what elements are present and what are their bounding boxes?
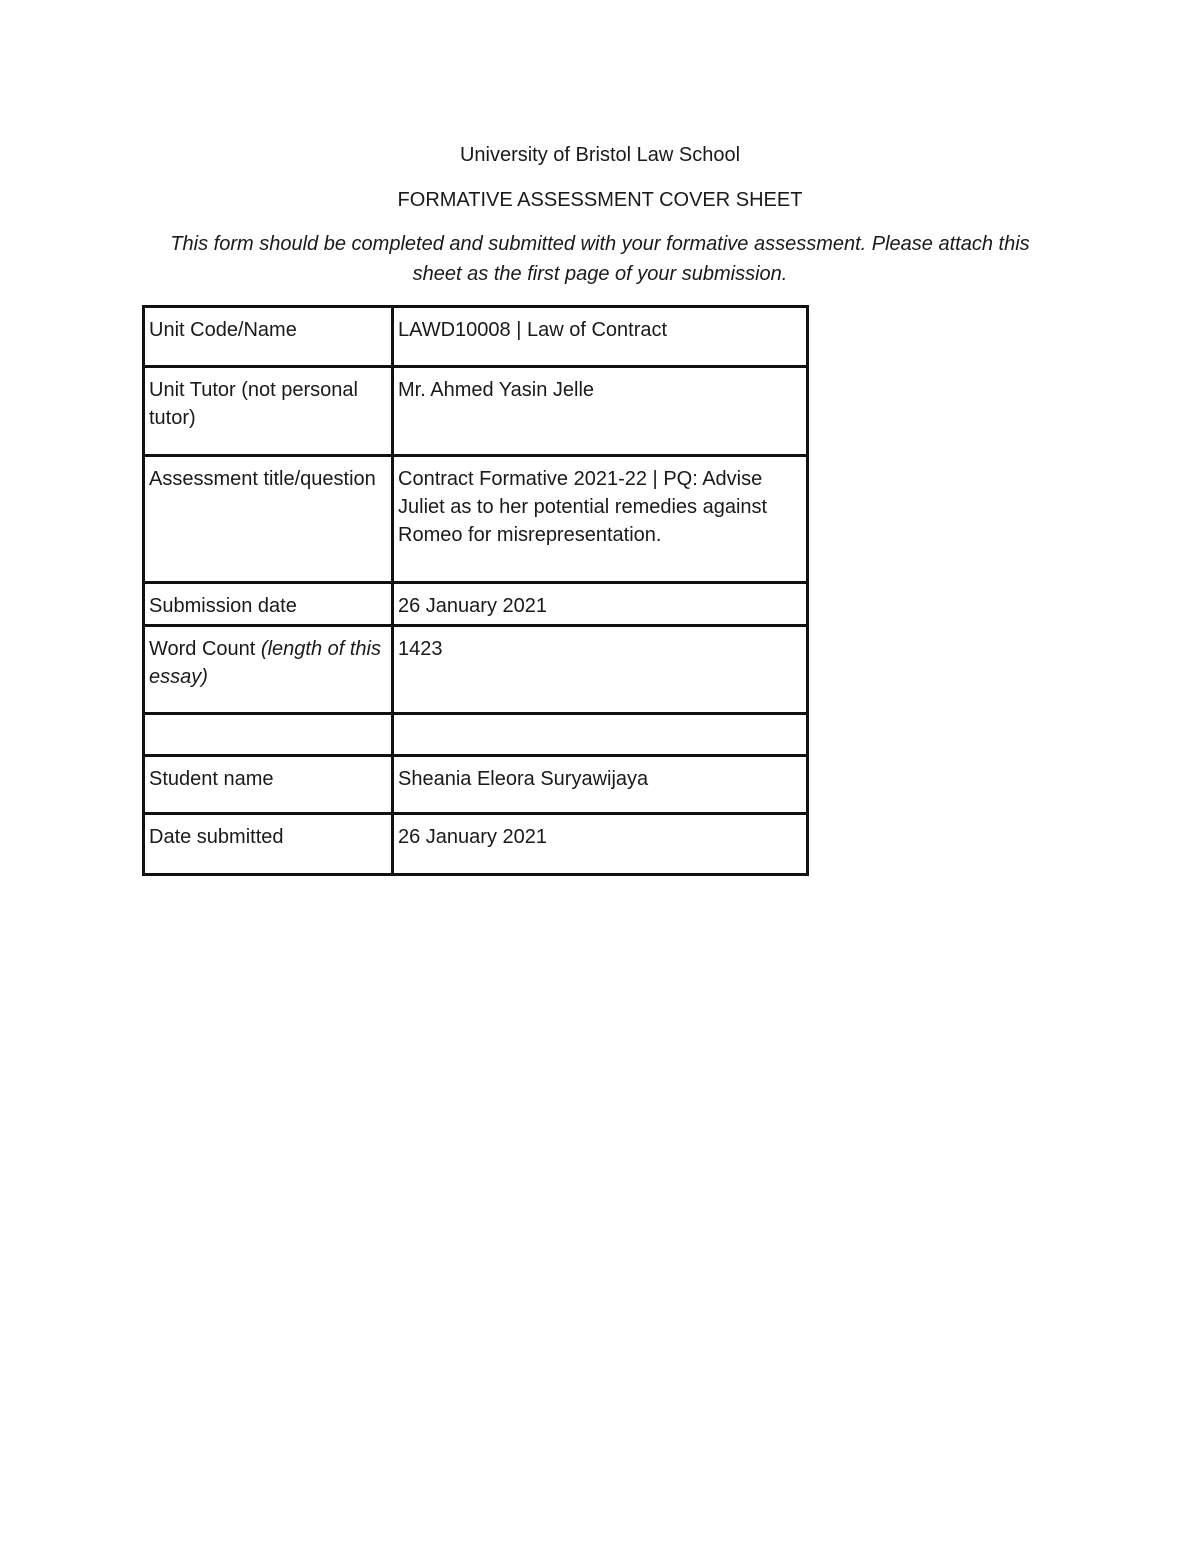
unit-tutor-label: Unit Tutor (not personal tutor) [144,367,393,456]
submission-date-label: Submission date [144,583,393,626]
cover-sheet-table [142,305,809,876]
date-submitted-value: 26 January 2021 [393,814,808,875]
instructions-text: This form should be completed and submitted with your formative assessment. Please attach this sheet as the first page of your submission. [170,233,1030,285]
assessment-title-value: Contract Formative 2021-22 | PQ: Advise Juliet as to her potential remedies against Romeo for misrepresentation. [393,456,808,583]
word-count-note: (length of this essay) [149,638,381,688]
table-row [144,367,808,456]
table-row [144,714,808,756]
table-row [144,756,808,814]
unit-code-label: Unit Code/Name [144,307,393,367]
word-count-label-cell [144,626,393,714]
empty-label [144,714,393,756]
word-count-value: 1423 [393,626,808,714]
empty-value [393,714,808,756]
submission-date-value: 26 January 2021 [393,583,808,626]
date-submitted-label: Date submitted [144,814,393,875]
student-name-value: Sheania Eleora Suryawijaya [393,756,808,814]
word-count-label: Word Count [149,638,256,660]
table-row [144,814,808,875]
institution-name: University of Bristol Law School [459,144,741,166]
table-row [144,307,808,367]
assessment-title-label: Assessment title/question [144,456,393,583]
table-row [144,626,808,714]
unit-code-value: LAWD10008 | Law of Contract [393,307,808,367]
table-row [144,456,808,583]
page-title: FORMATIVE ASSESSMENT COVER SHEET [397,189,803,211]
unit-tutor-value: Mr. Ahmed Yasin Jelle [393,367,808,456]
table-row [144,583,808,626]
student-name-label: Student name [144,756,393,814]
